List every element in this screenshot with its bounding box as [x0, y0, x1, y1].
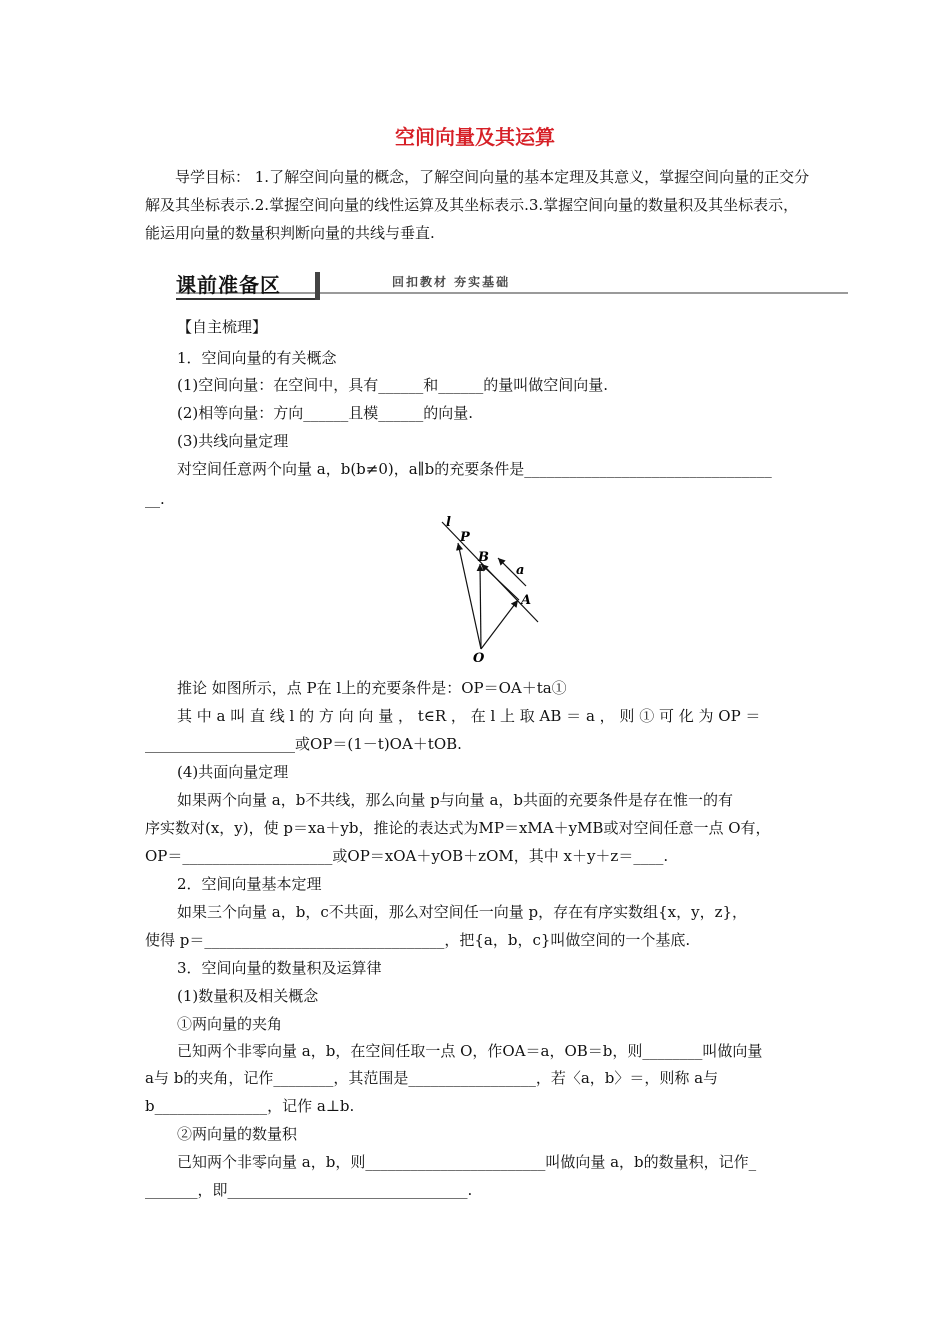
text-line: (3)共线向量定理	[177, 432, 289, 450]
learning-objectives: 导学目标： 1.了解空间向量的概念，了解空间向量的基本定理及其意义，掌握空间向量的正交分解及其坐标表示.2.掌握空间向量的线性运算及其坐标表示.3.掌握空间向量的数量积及其坐标表示，能运用向量的数量积判断向量的共线与垂直.	[145, 168, 810, 242]
text-line: ②两向量的数量积	[177, 1125, 298, 1143]
text-line: __.	[145, 490, 165, 508]
label-o: O	[473, 651, 485, 666]
label-p: P	[460, 530, 470, 545]
text-line: 推论 如图所示，点 P在 l上的充要条件是：OP＝OA＋ta①	[177, 679, 567, 697]
text-line: OP＝____________________或OP＝xOA＋yOB＋zOM，其中 x＋y＋z＝____.	[145, 847, 669, 865]
banner-divider	[315, 272, 320, 300]
text-line: 3．空间向量的数量积及运算律	[177, 959, 382, 977]
label-a-vec: a	[516, 563, 525, 578]
vector-figure	[430, 512, 550, 667]
text-line: _______，即________________________________.	[145, 1181, 473, 1199]
label-a-point: A	[521, 593, 532, 608]
text-line: 使得 p＝________________________________，把{a，b，c}叫做空间的一个基底.	[145, 931, 691, 949]
text-line: 1．空间向量的有关概念	[177, 349, 337, 367]
section-heading: 【自主梳理】	[177, 318, 268, 336]
text-line: 序实数对(x，y)，使 p＝xa＋yb，推论的表达式为MP＝xMA＋yMB或对空间任意一点 O有，	[145, 819, 771, 837]
text-line: b_______________，记作 a⊥b.	[145, 1097, 355, 1115]
label-b: B	[478, 550, 489, 565]
text-line: 对空间任意两个向量 a，b(b≠0)，a∥b的充要条件是_________________________________	[177, 460, 772, 478]
text-line: (2)相等向量：方向______且模______的向量.	[177, 404, 474, 422]
text-line: 2．空间向量基本定理	[177, 875, 322, 893]
text-line: 已知两个非零向量 a，b，则________________________叫做向量 a，b的数量积，记作_	[177, 1153, 757, 1171]
text-line: (1)空间向量：在空间中，具有______和______的量叫做空间向量.	[177, 376, 609, 394]
vector-ob	[480, 564, 481, 649]
text-line: ①两向量的夹角	[177, 1015, 283, 1033]
vector-oa	[481, 600, 518, 649]
label-l: l	[446, 515, 451, 530]
text-line: 如果两个向量 a，b不共线，那么向量 p与向量 a，b共面的充要条件是存在惟一的有	[177, 791, 733, 809]
text-line: ____________________或OP＝(1－t)OA＋tOB.	[145, 735, 462, 753]
banner-subtitle: 回扣教材 夯实基础	[392, 275, 511, 289]
text-line: 已知两个非零向量 a，b，在空间任取一点 O，作OA＝a，OB＝b，则________叫做向量	[177, 1042, 763, 1060]
text-line: (1)数量积及相关概念	[177, 987, 319, 1005]
text-line: 如果三个向量 a，b，c不共面，那么对空间任一向量 p，存在有序实数组{x，y，z}，	[177, 903, 748, 921]
text-line: (4)共面向量定理	[177, 763, 289, 781]
text-line: 其 中 a 叫 直 线 l 的 方 向 向 量 ， t∈R ， 在 l 上 取 AB ＝ a ， 则 ① 可 化 为 OP ＝	[177, 707, 761, 725]
banner-title: 课前准备区	[176, 273, 281, 297]
text-line: a与 b的夹角，记作________，其范围是_________________，若〈a，b〉＝，则称 a与	[145, 1069, 719, 1087]
page-title: 空间向量及其运算	[395, 125, 555, 149]
vector-ab	[481, 564, 519, 600]
